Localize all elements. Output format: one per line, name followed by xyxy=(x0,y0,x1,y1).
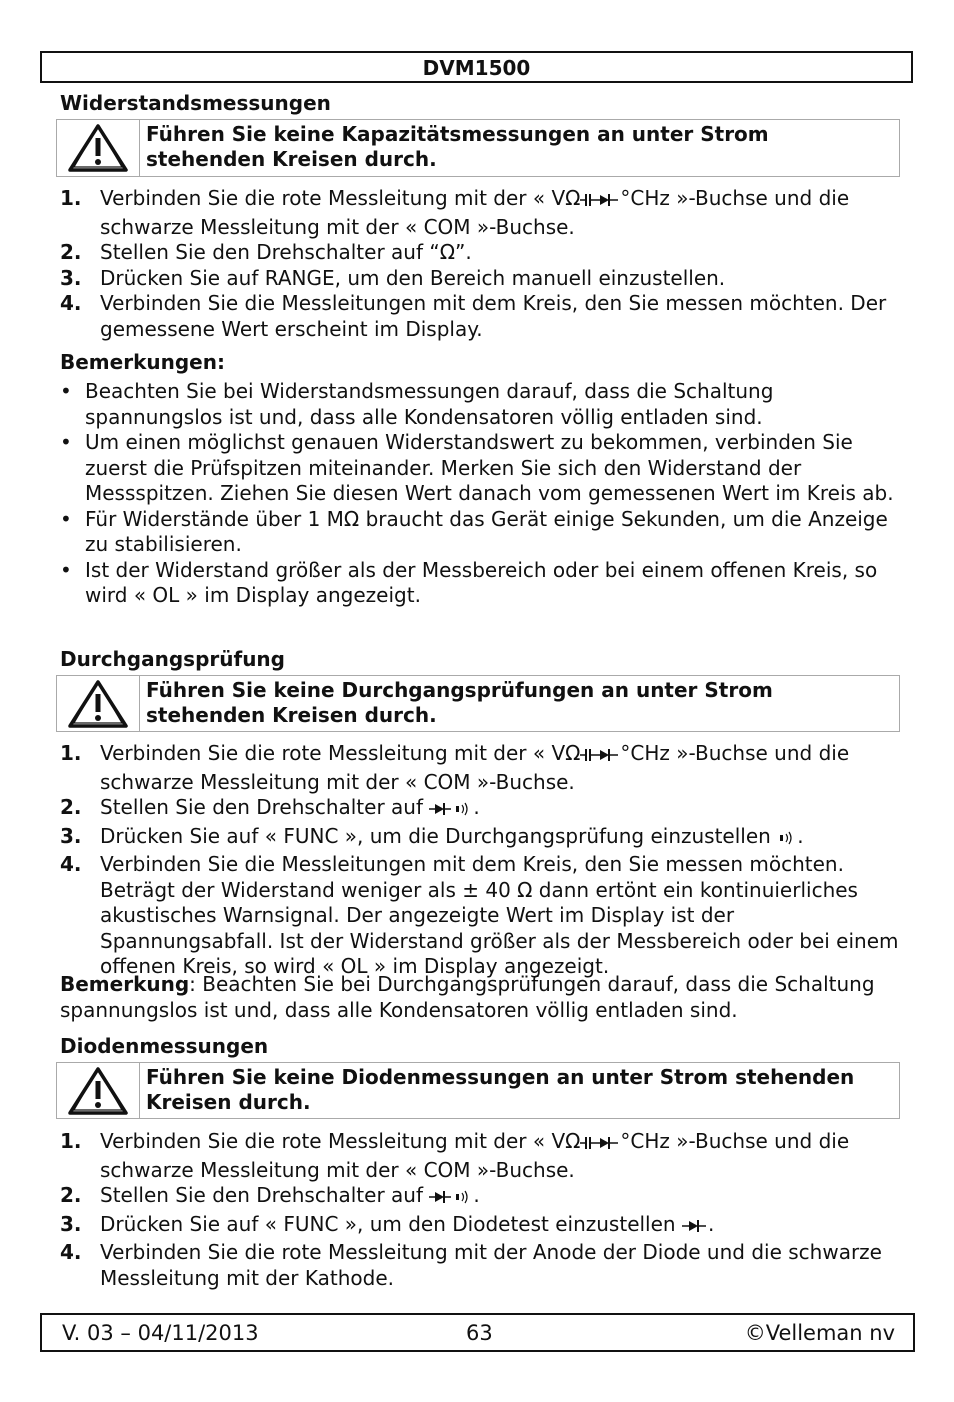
capacitor-diode-icon xyxy=(580,189,620,215)
warning-box-diode xyxy=(56,1062,900,1119)
remarks-list xyxy=(60,379,900,609)
capacitor-diode-icon xyxy=(580,744,620,770)
warning-triangle-icon xyxy=(57,120,140,176)
warning-triangle-icon xyxy=(57,676,140,731)
list-item: 3. Drücken Sie auf « FUNC », um die Durchgangsprüfung einzustellen . xyxy=(60,824,900,853)
list-item: 4. Verbinden Sie die Messleitungen mit dem Kreis, den Sie messen möchten. Der gemessene Wert erscheint im Display. xyxy=(60,291,887,341)
list-item: 4. Verbinden Sie die Messleitungen mit dem Kreis, den Sie messen möchten. Beträgt der Widerstand weniger als ± 40 Ω dann ertönt ein kontinuierliches akustisches Warnsignal. Der angezeigte Wert im Display ist der Spannungsabfall. Ist der Widerstand größer als der Messbereich oder bei einem offenen Kreis, so wird « OL » im Display angezeigt. xyxy=(60,852,899,978)
buzzer-icon xyxy=(777,827,797,853)
document-header: DVM1500 xyxy=(40,51,913,83)
section-heading-resistance: Widerstandsmessungen xyxy=(60,91,331,115)
warning-box-continuity xyxy=(56,675,900,732)
list-item: • Ist der Widerstand größer als der Messbereich oder bei einem offenen Kreis, so wird « OL » im Display angezeigt. xyxy=(60,557,878,607)
list-item: 3. Drücken Sie auf « FUNC », um den Diodetest einzustellen . xyxy=(60,1212,900,1241)
list-item: • Für Widerstände über 1 MΩ braucht das Gerät einige Sekunden, um die Anzeige zu stabilisieren. xyxy=(60,506,888,556)
resistance-steps xyxy=(60,186,900,342)
list-item: 4. Verbinden Sie die rote Messleitung mit der Anode der Diode und die schwarze Messleitung mit der Kathode. xyxy=(60,1240,882,1290)
list-item: 2. Stellen Sie den Drehschalter auf “Ω”. xyxy=(60,240,472,264)
list-item: • Um einen möglichst genauen Widerstandswert zu bekommen, verbinden Sie zuerst die Prüfspitzen miteinander. Merken Sie sich den Widerstand der Messspitzen. Ziehen Sie diesen Wert danach vom gemessenen Wert im Kreis ab. xyxy=(60,430,894,505)
list-item: • Beachten Sie bei Widerstandsmessungen darauf, dass die Schaltung spannungslos ist und, dass alle Kondensatoren völlig entladen sind. xyxy=(60,379,774,429)
document-footer xyxy=(40,1313,915,1352)
version-label: V. 03 – 04/11/2013 xyxy=(62,1321,259,1345)
list-item: 3. Drücken Sie auf RANGE, um den Bereich manuell einzustellen. xyxy=(60,265,726,290)
diode-icon xyxy=(682,1215,708,1241)
section-heading-continuity: Durchgangsprüfung xyxy=(60,647,285,671)
list-item: 1. Verbinden Sie die rote Messleitung mit der « VΩ °CHz »-Buchse und die schwarze Messleitung mit der « COM »-Buchse. xyxy=(60,1129,850,1182)
continuity-note: Bemerkung: Beachten Sie bei Durchgangsprüfungen darauf, dass die Schaltung spannungslos ist und, dass alle Kondensatoren völlig entladen sind. xyxy=(60,972,875,1022)
capacitor-diode-icon xyxy=(580,1132,620,1158)
section-heading-diode: Diodenmessungen xyxy=(60,1034,269,1058)
warning-text: Führen Sie keine Durchgangsprüfungen an unter Strom stehenden Kreisen durch. xyxy=(146,678,773,727)
copyright-label: ©Velleman nv xyxy=(744,1321,895,1345)
list-item: 2. Stellen Sie den Drehschalter auf . xyxy=(60,1183,900,1212)
diode-buzzer-icon xyxy=(429,1186,473,1212)
list-item: 2. Stellen Sie den Drehschalter auf . xyxy=(60,795,900,824)
list-item: 1. Verbinden Sie die rote Messleitung mit der « VΩ °CHz »-Buchse und die schwarze Messleitung mit der « COM »-Buchse. xyxy=(60,186,850,239)
continuity-steps xyxy=(60,741,900,980)
warning-triangle-icon xyxy=(57,1063,140,1118)
remarks-heading: Bemerkungen: xyxy=(60,350,225,374)
diode-buzzer-icon xyxy=(429,798,473,824)
warning-box-resistance xyxy=(56,119,900,177)
warning-text: Führen Sie keine Kapazitätsmessungen an unter Strom stehenden Kreisen durch. xyxy=(146,122,769,171)
warning-text: Führen Sie keine Diodenmessungen an unter Strom stehenden Kreisen durch. xyxy=(146,1065,855,1114)
list-item: 1. Verbinden Sie die rote Messleitung mit der « VΩ °CHz »-Buchse und die schwarze Messleitung mit der « COM »-Buchse. xyxy=(60,741,850,794)
diode-steps xyxy=(60,1129,900,1291)
page-number: 63 xyxy=(466,1321,493,1345)
